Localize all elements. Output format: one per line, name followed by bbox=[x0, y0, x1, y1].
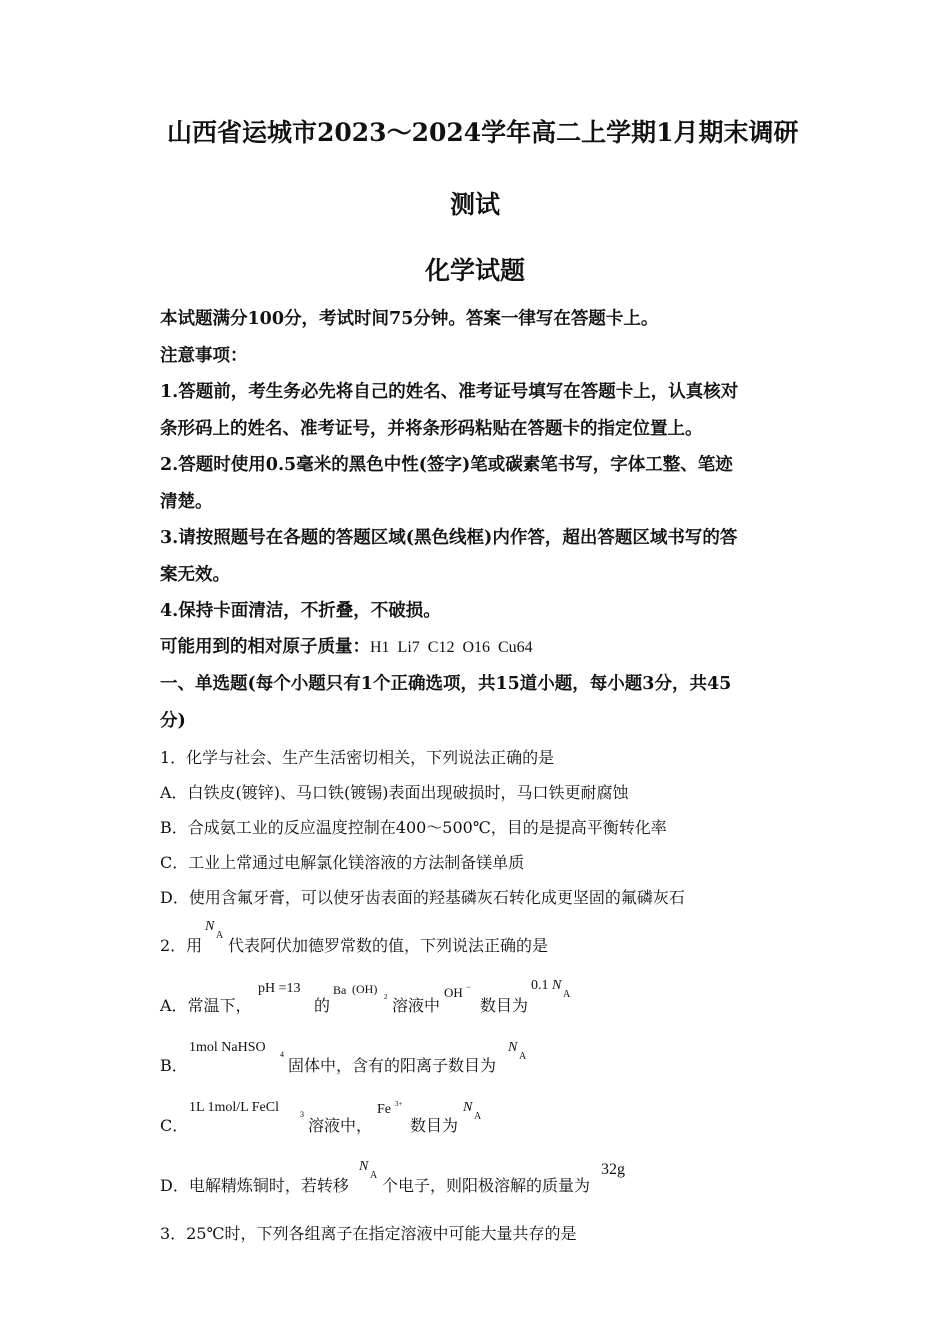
subject-title: 化学试题 bbox=[425, 256, 526, 285]
question-2-option-b-text: 固体中，含有的阳离子数目为 bbox=[288, 1056, 497, 1075]
question-2-option-c-text: 溶液中， bbox=[308, 1116, 373, 1135]
question-2-option-a-count: 数目为 bbox=[480, 996, 529, 1015]
notice-line: 4.保持卡面清洁，不折叠，不破损。 bbox=[160, 601, 441, 621]
avogadro-symbol: N bbox=[205, 919, 215, 934]
question-2-option-a-de: 的 bbox=[314, 996, 331, 1015]
question-2-option-d-label: D．电解精炼铜时，若转移 bbox=[160, 1176, 349, 1195]
avogadro-symbol: N bbox=[359, 1159, 369, 1174]
avogadro-symbol: N bbox=[552, 978, 562, 993]
notice-line: 3.请按照题号在各题的答题区域(黑色线框)内作答，超出答题区域书写的答 bbox=[160, 528, 738, 548]
superscript-3plus: 3+ bbox=[395, 1100, 403, 1108]
avogadro-symbol: N bbox=[463, 1100, 473, 1115]
question-3-stem: 3．25℃时，下列各组离子在指定溶液中可能大量共存的是 bbox=[160, 1224, 577, 1243]
section-heading: 一、单选题(每个小题只有1个正确选项，共15道小题，每小题3分，共45 bbox=[160, 674, 732, 694]
minus-superscript: − bbox=[466, 982, 472, 992]
question-2-option-c-count: 数目为 bbox=[410, 1116, 459, 1135]
fecl3-formula: 1L 1mol/L FeCl bbox=[189, 1100, 279, 1115]
avogadro-subscript: A bbox=[563, 989, 571, 1000]
nahso4-formula: 1mol NaHSO bbox=[189, 1040, 266, 1055]
question-2-option-a-solution: 溶液中 bbox=[392, 996, 441, 1015]
question-2-option-b-label: B． bbox=[160, 1056, 188, 1075]
avogadro-subscript: A bbox=[216, 930, 224, 941]
subscript-4: 4 bbox=[280, 1050, 284, 1059]
question-2-option-d-text: 个电子，则阳极溶解的质量为 bbox=[382, 1176, 591, 1195]
barium-symbol: Ba bbox=[333, 983, 347, 997]
notice-line: 1.答题前，考生务必先将自己的姓名、准考证号填写在答题卡上，认真核对 bbox=[160, 382, 739, 402]
exam-title-line1: 山西省运城市2023～2024学年高二上学期1月期末调研 bbox=[167, 118, 799, 147]
hydroxide-ion: OH bbox=[444, 985, 463, 1000]
question-2-option-c-label: C． bbox=[160, 1116, 189, 1135]
avogadro-subscript: A bbox=[519, 1051, 527, 1062]
subscript-2: 2 bbox=[384, 993, 388, 1001]
iron-ion: Fe bbox=[377, 1102, 391, 1117]
question-1-option-c: C．工业上常通过电解氯化镁溶液的方法制备镁单质 bbox=[160, 853, 525, 872]
mass-32g: 32g bbox=[601, 1161, 625, 1178]
score-info: 本试题满分100分，考试时间75分钟。答案一律写在答题卡上。 bbox=[160, 309, 659, 329]
atomic-mass-line bbox=[160, 633, 533, 658]
question-1-option-a: A．白铁皮(镀锌)、马口铁(镀锡)表面出现破损时，马口铁更耐腐蚀 bbox=[160, 783, 629, 802]
notice-heading: 注意事项： bbox=[160, 346, 248, 366]
question-1-stem: 1．化学与社会、生产生活密切相关，下列说法正确的是 bbox=[160, 748, 555, 767]
ph-expression: pH =13 bbox=[258, 981, 301, 996]
avogadro-subscript: A bbox=[474, 1111, 482, 1122]
notice-line: 条形码上的姓名、准考证号，并将条形码粘贴在答题卡的指定位置上。 bbox=[160, 419, 703, 439]
question-2-stem-prefix: 2．用 bbox=[160, 936, 203, 955]
question-1-option-d: D．使用含氟牙膏，可以使牙齿表面的羟基磷灰石转化成更坚固的氟磷灰石 bbox=[160, 888, 685, 907]
atomic-mass-values: H1 Li7 C12 O16 Cu64 bbox=[370, 639, 533, 656]
section-heading-cont: 分) bbox=[160, 711, 186, 731]
atomic-mass-label: 可能用到的相对原子质量： bbox=[160, 637, 370, 657]
question-2-option-a-label: A．常温下， bbox=[160, 996, 252, 1015]
notice-line: 案无效。 bbox=[160, 565, 230, 585]
exam-title-line2: 测试 bbox=[450, 190, 501, 219]
avogadro-subscript: A bbox=[370, 1170, 378, 1181]
notice-line: 清楚。 bbox=[160, 492, 213, 512]
subscript-3: 3 bbox=[300, 1110, 304, 1119]
value-0-1: 0.1 bbox=[531, 978, 549, 993]
hydroxide-group: (OH) bbox=[352, 982, 378, 996]
notice-line: 2.答题时使用0.5毫米的黑色中性(签字)笔或碳素笔书写，字体工整、笔迹 bbox=[160, 455, 733, 475]
question-2-stem-suffix: 代表阿伏加德罗常数的值，下列说法正确的是 bbox=[228, 936, 549, 955]
avogadro-symbol: N bbox=[508, 1040, 518, 1055]
question-1-option-b: B．合成氨工业的反应温度控制在400～500℃，目的是提高平衡转化率 bbox=[160, 818, 667, 837]
